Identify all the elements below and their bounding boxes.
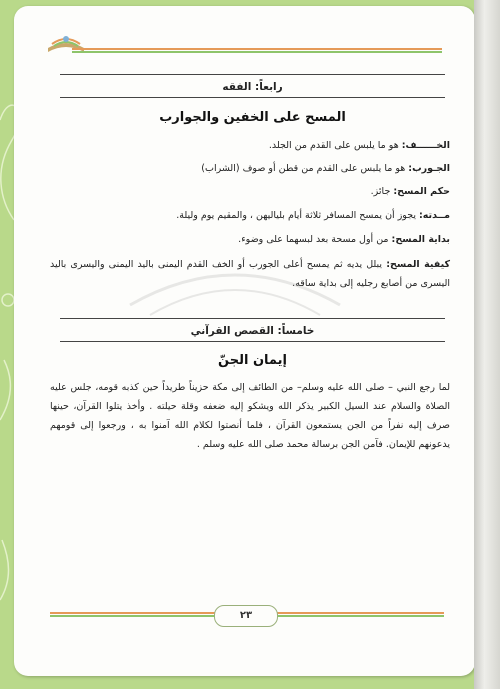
section-bottom-rule [60,341,445,342]
definition-line: الجـورب: هو ما يلبس على القدم من قطن أو صوف (الشراب) [201,163,450,174]
definition-line: بداية المسح: من أول مسحة بعد لبسهما على وضوء. [238,234,450,245]
story-heading: إيمان الجنّ [218,353,287,368]
section-top-rule [60,74,445,75]
section-top-rule [60,318,445,319]
definition-line: حكم المسح: جائز. [370,186,450,197]
definition-line: الخــــــف: هو ما يلبس على القدم من الجلد. [268,140,450,151]
lesson-heading: المسح على الخفين والجوارب [159,110,346,125]
watermark-emblem-icon [120,245,350,335]
book-logo-icon [44,30,88,60]
header-rule [72,48,442,54]
story-paragraph: لما رجع النبي – صلى الله عليه وسلم– من الطائف إلى مكة حزيناً طريداً حين كذبه قومه، جلس عليه الصلاة والسلام عند السيل الكبير يذكر الله ويشكو إليه ضعفه وقلة حيلته . وأخذ يتلوا القرآن، حينها صرف إليه نفراً من الجن يستمعون القرآن ، فلما أنصتوا لكلام الله آمنوا به ، ورجعوا إلى قومهم يدعونهم للإيمان. فآمن الجن برسالة محمد صلى الله عليه وسلم . [50,382,450,450]
section-bottom-rule [60,97,445,98]
book-spine [474,0,500,689]
page-number: ٢٣ [214,605,278,627]
section-title: رابعاً: الفقه [222,81,283,93]
definition-line: مــدته: يجوز أن يمسح المسافر ثلاثة أيام بلياليهن ، والمقيم يوم وليلة. [176,210,450,221]
howto-paragraph: كيفية المسح: يبلل يديه ثم يمسح أعلى الجورب أو الخف القدم اليمنى باليد اليمنى واليسرى باليد اليسرى من أصابع رجليه إلى بداية ساقه. [50,259,450,289]
section-title: خامساً: القصص القرآني [190,325,315,337]
